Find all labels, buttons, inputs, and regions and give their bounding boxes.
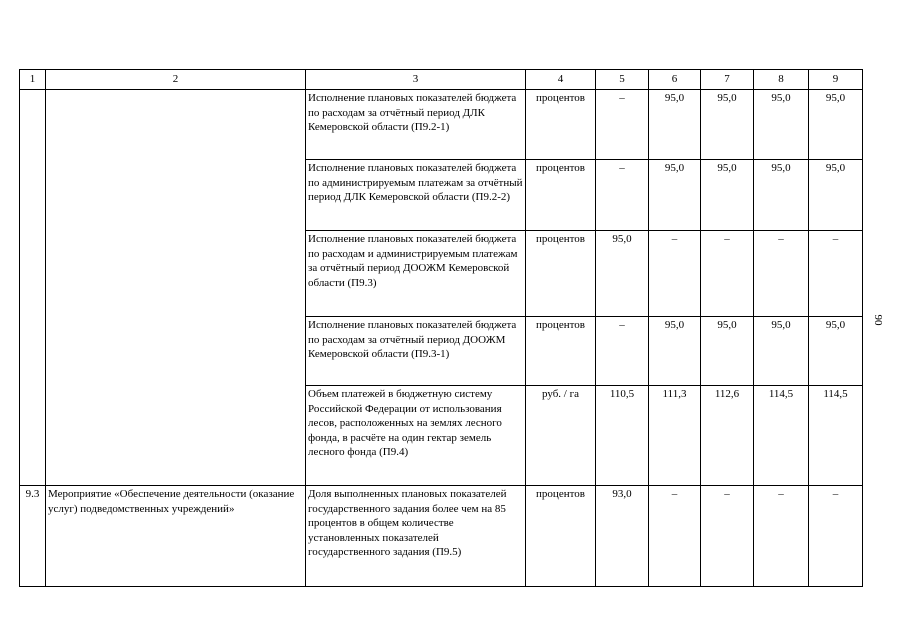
unit-cell: процентов [526, 317, 596, 386]
value-cell: – [596, 317, 649, 386]
table-row [20, 486, 863, 587]
unit-cell: процентов [526, 90, 596, 160]
table-row [20, 90, 863, 160]
header-cell: 2 [46, 70, 306, 90]
indicator-cell: Исполнение плановых показателей бюджета по администрируемым платежам за отчётный период ДЛК Кемеровской области (П9.2-2) [306, 160, 526, 231]
value-cell: – [701, 231, 754, 317]
unit-cell: процентов [526, 231, 596, 317]
value-cell: 95,0 [754, 160, 809, 231]
value-cell: 95,0 [649, 160, 701, 231]
program-indicators-table [19, 69, 863, 587]
header-cell: 3 [306, 70, 526, 90]
unit-cell: процентов [526, 486, 596, 587]
value-cell: 114,5 [754, 386, 809, 486]
value-cell: – [649, 486, 701, 587]
indicator-cell: Исполнение плановых показателей бюджета по расходам и администрируемым платежам за отчётный период ДООЖМ Кемеровской области (П9.3) [306, 231, 526, 317]
value-cell: 95,0 [754, 317, 809, 386]
value-cell: 111,3 [649, 386, 701, 486]
header-cell: 9 [809, 70, 863, 90]
measure-cell: Мероприятие «Обеспечение деятельности (оказание услуг) подведомственных учреждений» [46, 486, 306, 587]
indicator-cell: Исполнение плановых показателей бюджета по расходам за отчётный период ДООЖМ Кемеровской области (П9.3-1) [306, 317, 526, 386]
value-cell: 95,0 [701, 160, 754, 231]
value-cell: – [649, 231, 701, 317]
value-cell: 95,0 [701, 90, 754, 160]
value-cell: 95,0 [596, 231, 649, 317]
header-cell: 7 [701, 70, 754, 90]
value-cell: 114,5 [809, 386, 863, 486]
value-cell: 110,5 [596, 386, 649, 486]
value-cell: 95,0 [754, 90, 809, 160]
header-cell: 4 [526, 70, 596, 90]
header-cell: 6 [649, 70, 701, 90]
number-cell [20, 90, 46, 486]
header-cell: 8 [754, 70, 809, 90]
value-cell: – [596, 160, 649, 231]
value-cell: 95,0 [809, 317, 863, 386]
value-cell: – [754, 231, 809, 317]
value-cell: 95,0 [649, 317, 701, 386]
value-cell: – [596, 90, 649, 160]
value-cell: 95,0 [809, 160, 863, 231]
page-number: 90 [872, 314, 884, 326]
value-cell: – [754, 486, 809, 587]
number-cell: 9.3 [20, 486, 46, 587]
value-cell: 95,0 [649, 90, 701, 160]
indicator-cell: Исполнение плановых показателей бюджета по расходам за отчётный период ДЛК Кемеровской области (П9.2-1) [306, 90, 526, 160]
value-cell: – [809, 486, 863, 587]
indicator-cell: Доля выполненных плановых показателей государственного задания более чем на 85 процентов в общем количестве установленных показателей государственного задания (П9.5) [306, 486, 526, 587]
header-cell: 1 [20, 70, 46, 90]
value-cell: – [701, 486, 754, 587]
unit-cell: процентов [526, 160, 596, 231]
header-cell: 5 [596, 70, 649, 90]
value-cell: 112,6 [701, 386, 754, 486]
value-cell: 93,0 [596, 486, 649, 587]
header-row [20, 70, 863, 90]
unit-cell: руб. / га [526, 386, 596, 486]
indicator-cell: Объем платежей в бюджетную систему Российской Федерации от использования лесов, расположенных на землях лесного фонда, в расчёте на один гектар земель лесного фонда (П9.4) [306, 386, 526, 486]
value-cell: 95,0 [701, 317, 754, 386]
measure-cell [46, 90, 306, 486]
value-cell: – [809, 231, 863, 317]
value-cell: 95,0 [809, 90, 863, 160]
